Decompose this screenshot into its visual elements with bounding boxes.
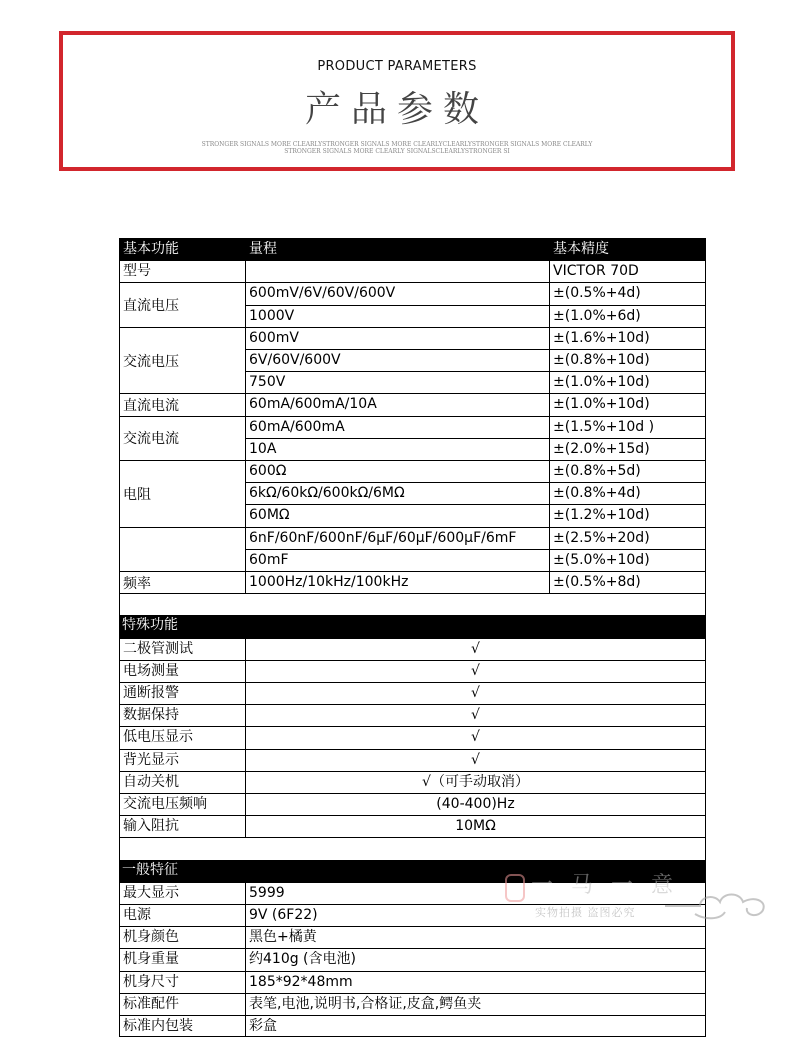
accuracy-cell: ±(0.8%+4d) — [549, 482, 706, 504]
english-title: PRODUCT PARAMETERS — [317, 59, 477, 74]
blank-cell — [119, 593, 706, 615]
chinese-title: 产品参数 — [304, 89, 489, 130]
row-label: 输入阻抗 — [119, 815, 245, 837]
blank-row — [119, 837, 706, 859]
table-row — [119, 815, 706, 837]
value-cell: 彩盒 — [245, 1015, 706, 1037]
value-cell: 10MΩ — [245, 815, 706, 837]
table-row — [119, 1015, 706, 1037]
tagline: STRONGER SIGNALS MORE CLEARLYSTRONGER SIGNALS MORE CLEARLYCLEARLYSTRONGER SIGNALS MORE CLEARLY STRONGER SIGNALS MORE CLEARLY SIGNALSCLEARLYSTRONGER SI — [201, 141, 593, 155]
range-cell — [245, 260, 549, 282]
range-cell: 6nF/60nF/600nF/6μF/60μF/600μF/6mF — [245, 527, 549, 549]
accuracy-cell: ±(2.5%+20d) — [549, 527, 706, 549]
group-label: 直流电压 — [119, 282, 245, 326]
range-cell: 6V/60V/600V — [245, 349, 549, 371]
value-cell: 185*92*48mm — [245, 971, 706, 993]
accuracy-cell: ±(0.5%+8d) — [549, 571, 706, 593]
range-cell: 600Ω — [245, 460, 549, 482]
row-label: 型号 — [119, 260, 245, 282]
value-cell: 黑色+橘黄 — [245, 926, 706, 948]
group-label — [119, 527, 245, 571]
table-row — [119, 726, 706, 748]
section-header: 一般特征 — [122, 861, 178, 878]
watermark-logo-text: 一马一意 — [531, 873, 692, 898]
range-cell: 750V — [245, 371, 549, 393]
row-label: 标准内包装 — [119, 1015, 245, 1037]
row-label: 通断报警 — [119, 682, 245, 704]
accuracy-cell: ±(2.0%+15d) — [549, 438, 706, 460]
value-cell: 5999 — [245, 882, 706, 904]
group-label: 交流电流 — [119, 416, 245, 460]
row-label: 机身尺寸 — [119, 971, 245, 993]
blank-cell — [119, 837, 706, 859]
accuracy-cell: ±(1.5%+10d ) — [549, 416, 706, 438]
range-cell: 600mV/6V/60V/600V — [245, 282, 549, 304]
blank-row — [119, 593, 706, 615]
column-header: 基本功能 — [119, 238, 245, 260]
row-label: 最大显示 — [119, 882, 245, 904]
group-label: 交流电压 — [119, 327, 245, 394]
row-label: 自动关机 — [119, 771, 245, 793]
value-cell: √ — [245, 660, 706, 682]
accuracy-cell: ±(1.0%+10d) — [549, 393, 706, 415]
accuracy-cell: ±(0.5%+4d) — [549, 282, 706, 304]
section-header-row — [119, 615, 706, 637]
accuracy-cell: VICTOR 70D — [549, 260, 706, 282]
range-cell: 60mA/600mA/10A — [245, 393, 549, 415]
range-cell: 60mF — [245, 549, 549, 571]
accuracy-cell: ±(5.0%+10d) — [549, 549, 706, 571]
table-bottom-border — [119, 1036, 706, 1037]
accuracy-cell: ±(0.8%+5d) — [549, 460, 706, 482]
group-label: 电阻 — [119, 460, 245, 527]
value-cell: √ — [245, 726, 706, 748]
table-row — [119, 260, 706, 282]
cloud-ornament-icon — [665, 886, 775, 922]
row-label: 数据保持 — [119, 704, 245, 726]
range-cell: 60mA/600mA — [245, 416, 549, 438]
value-cell: √ — [245, 749, 706, 771]
row-label: 电场测量 — [119, 660, 245, 682]
table-row — [119, 682, 706, 704]
row-label: 交流电压频响 — [119, 793, 245, 815]
value-cell: √ — [245, 682, 706, 704]
range-cell: 60MΩ — [245, 504, 549, 526]
group-label: 直流电流 — [119, 393, 245, 415]
table-row — [119, 993, 706, 1015]
basic-header-row — [119, 238, 706, 260]
range-cell: 10A — [245, 438, 549, 460]
value-cell: (40-400)Hz — [245, 793, 706, 815]
watermark — [505, 870, 775, 930]
row-label: 低电压显示 — [119, 726, 245, 748]
table-row — [119, 638, 706, 660]
value-cell: √（可手动取消） — [245, 771, 706, 793]
title-banner — [59, 31, 735, 171]
value-cell: 9V (6F22) — [245, 904, 706, 926]
group-label: 频率 — [119, 571, 245, 593]
table-row — [119, 793, 706, 815]
accuracy-cell: ±(1.0%+10d) — [549, 371, 706, 393]
column-header: 量程 — [245, 238, 549, 260]
table-row — [119, 660, 706, 682]
table-row — [119, 771, 706, 793]
row-label: 电源 — [119, 904, 245, 926]
row-label: 机身颜色 — [119, 926, 245, 948]
watermark-caption: 实物拍摄 盗图必究 — [535, 906, 636, 919]
row-label: 标准配件 — [119, 993, 245, 1015]
range-cell: 6kΩ/60kΩ/600kΩ/6MΩ — [245, 482, 549, 504]
row-label: 背光显示 — [119, 749, 245, 771]
accuracy-cell: ±(1.0%+6d) — [549, 305, 706, 327]
value-cell: √ — [245, 638, 706, 660]
accuracy-cell: ±(0.8%+10d) — [549, 349, 706, 371]
accuracy-cell: ±(1.2%+10d) — [549, 504, 706, 526]
table-row — [119, 704, 706, 726]
seal-icon — [505, 874, 525, 902]
value-cell: √ — [245, 704, 706, 726]
range-cell: 1000Hz/10kHz/100kHz — [245, 571, 549, 593]
table-row — [119, 971, 706, 993]
row-label: 机身重量 — [119, 948, 245, 970]
accuracy-cell: ±(1.6%+10d) — [549, 327, 706, 349]
table-row — [119, 749, 706, 771]
value-cell: 表笔,电池,说明书,合格证,皮盒,鳄鱼夹 — [245, 993, 706, 1015]
section-header: 特殊功能 — [122, 617, 178, 634]
range-cell: 600mV — [245, 327, 549, 349]
value-cell: 约410g (含电池) — [245, 948, 706, 970]
table-row — [119, 948, 706, 970]
row-label: 二极管测试 — [119, 638, 245, 660]
column-header: 基本精度 — [549, 238, 706, 260]
range-cell: 1000V — [245, 305, 549, 327]
